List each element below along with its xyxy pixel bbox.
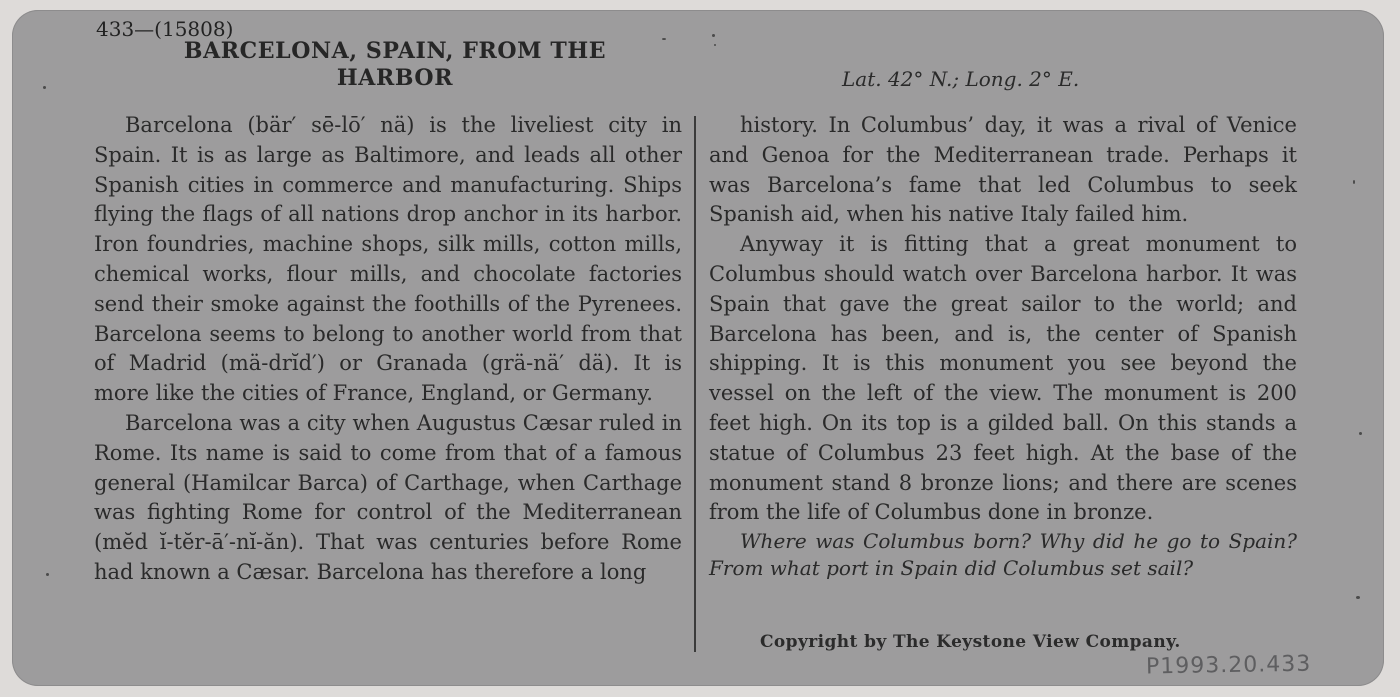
speck-mark [1353, 180, 1355, 184]
paragraph-4: Anyway it is fitting that a great monument to Columbus should watch over Barcelona harbor. It was Spain that gave the great sailor to the world; and Barcelona has been, and is, the center of Spanish shipping. It is this monument you see beyond the vessel on the left of the view. The monument is 200 feet high. On its top is a gilded ball. On this stands a statue of Columbus 23 feet high. At the base of the monument stand 8 bronze lions; and there are scenes from the life of Columbus done in bronze. [709, 232, 1297, 525]
study-questions: Where was Columbus born? Why did he go to Spain? From what port in Spain did Columbus set sail? [709, 529, 1297, 581]
card-title [120, 38, 670, 92]
paragraph-1: Barcelona (bär′ sē-lō′ nä) is the liveliest city in Spain. It is as large as Baltimore, and leads all other Spanish cities in commerce and manufacturing. Ships flying the flags of all nations drop anchor in its harbor. Iron foundries, machine shops, silk mills, cotton mills, chemical works, flour mills, and chocolate factories send their smoke against the foothills of the Pyrenees. Barcelona seems to belong to another world from that of Madrid (mä-drĭd′) or Granada (grä-nä′ dä). It is more like the cities of France, England, or Germany. [94, 113, 682, 406]
coordinates: Lat. 42° N.; Long. 2° E. [842, 67, 1080, 91]
speck-mark [712, 34, 715, 37]
copyright-line: Copyright by The Keystone View Company. [760, 632, 1181, 652]
column-divider [694, 116, 696, 652]
paragraph-2: Barcelona was a city when Augustus Cæsar ruled in Rome. Its name is said to come from that of a famous general (Hamilcar Barca) of Carthage, when Carthage was fighting Rome for control of the Mediterranean (mĕd ĭ-tĕr-ā′-nĭ-ăn). That was centuries before Rome had known a Cæsar. Barcelona has therefore a long [94, 410, 682, 584]
handwritten-inventory-number: P1993.20.433 [1145, 651, 1312, 680]
right-text-column [709, 111, 1297, 582]
catalog-number: 433—(15808) [96, 17, 234, 41]
speck-mark [43, 86, 46, 89]
card-title-line-2: HARBOR [336, 65, 454, 91]
speck-mark [662, 38, 666, 40]
speck-mark [1356, 596, 1360, 599]
speck-mark [46, 573, 49, 576]
left-text-column [94, 111, 682, 588]
card-title-line-1: BARCELONA, SPAIN, FROM THE [183, 38, 607, 64]
paragraph-3: history. In Columbus’ day, it was a rival of Venice and Genoa for the Mediterranean trade. Perhaps it was Barcelona’s fame that led Columbus to seek Spanish aid, when his native Italy failed him. [709, 113, 1297, 227]
speck-mark [714, 44, 716, 46]
speck-mark [1359, 432, 1362, 435]
